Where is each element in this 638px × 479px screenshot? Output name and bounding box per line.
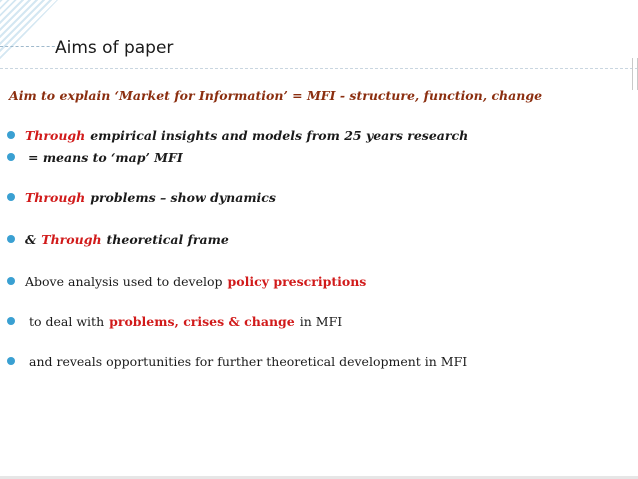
bullet-text: in MFI	[299, 314, 343, 329]
policy-prescriptions-label: policy prescriptions	[227, 274, 367, 289]
aim-statement: Aim to explain ‘Market for Information’ = MFI - structure, function, change	[9, 88, 543, 103]
bullet-dot-icon	[7, 193, 15, 201]
bullet-text: Above analysis used to develop	[25, 274, 223, 289]
header-divider	[0, 68, 638, 69]
title-rule	[0, 46, 60, 47]
bullet-text: problems – show dynamics	[90, 190, 276, 205]
ampersand: &	[25, 232, 37, 247]
bullet-item-2	[7, 150, 183, 165]
bullet-item-4	[7, 232, 229, 247]
bullet-dot-icon	[7, 357, 15, 365]
right-edge-decoration	[632, 58, 638, 90]
bullet-text: and reveals opportunities for further theoretical development in MFI	[29, 354, 468, 369]
corner-stripes-decoration	[0, 0, 58, 60]
bullet-item-6	[7, 314, 342, 329]
bullet-dot-icon	[7, 317, 15, 325]
bullet-item-7	[7, 354, 467, 369]
bullet-dot-icon	[7, 235, 15, 243]
bullet-text: theoretical frame	[106, 232, 229, 247]
bullet-item-1	[7, 128, 468, 143]
bullet-text: empirical insights and models from 25 years research	[90, 128, 469, 143]
through-label: Through	[41, 232, 102, 247]
bullet-dot-icon	[7, 131, 15, 139]
bullet-dot-icon	[7, 153, 15, 161]
bullet-item-3	[7, 190, 276, 205]
bullet-dot-icon	[7, 277, 15, 285]
through-label: Through	[25, 128, 86, 143]
bullet-item-5	[7, 274, 366, 289]
bullet-text: = means to ‘map’ MFI	[28, 150, 183, 165]
slide-title: Aims of paper	[55, 38, 174, 58]
bullet-text: to deal with	[29, 314, 105, 329]
through-label: Through	[25, 190, 86, 205]
problems-label: problems, crises & change	[109, 314, 295, 329]
